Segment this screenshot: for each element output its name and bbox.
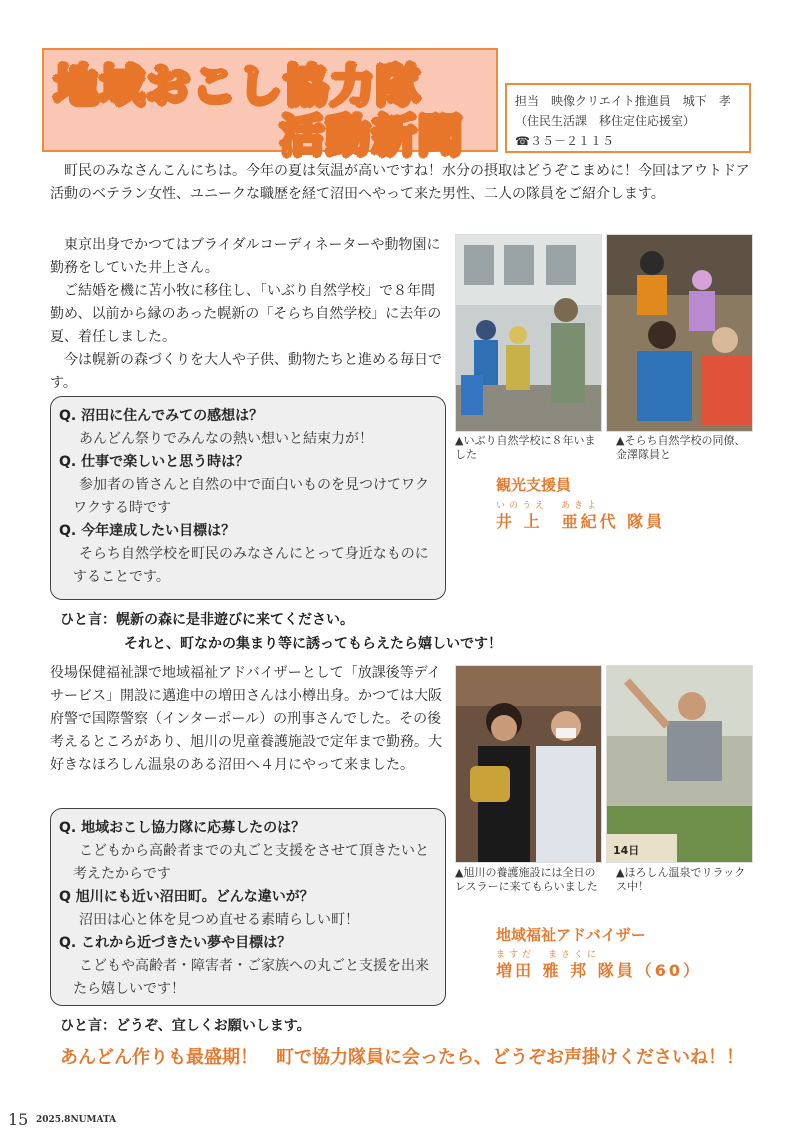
section2-paragraph: 役場保健福祉課で地域福祉アドバイザーとして「放課後等デイサービス」開設に邁進中の増田さんは小樽出身。かつては大阪府警で国際警察（インターポール）の刑事さんでした。その後考えるところがあり、旭川の児童養護施設で定年まで勤務。大好きなほろしん温泉のある沼田へ４月にやって来ました。 bbox=[50, 665, 442, 773]
qa-question: Q. 今年達成したい目標は？ bbox=[59, 523, 236, 539]
photo-wrestler bbox=[455, 665, 602, 863]
section1-body bbox=[50, 234, 448, 395]
qa-question: Q 旭川にも近い沼田町。どんな違いが？ bbox=[59, 889, 314, 905]
section1-paragraph: ご結婚を機に苫小牧に移住し、「いぶり自然学校」で８年間勤め、以前から縁のあった幌新の「そらち自然学校」に去年の夏、着任しました。 bbox=[50, 283, 442, 345]
qa-question: Q. 地域おこし協力隊に応募したのは？ bbox=[59, 820, 306, 836]
photo-iburi-school bbox=[455, 234, 602, 432]
section1-paragraph: 今は幌新の森づくりを大人や子供、動物たちと進める毎日です。 bbox=[50, 352, 442, 391]
qa-answer: こどもから高齢者までの丸ごと支援をさせて頂きたいと考えたからです bbox=[73, 843, 429, 882]
photo-iburi-school-image bbox=[456, 235, 601, 431]
contact-person: 担当 映像クリエイト推進員 城下 孝 bbox=[515, 94, 731, 108]
qa-question: Q. 仕事で楽しいと思う時は？ bbox=[59, 454, 250, 470]
section1-hitokoto-cont: それと、町なかの集まり等に誘ってもらえたら嬉しいです！ bbox=[124, 636, 502, 652]
section1-hitokoto: ひと言：幌新の森に是非遊びに来てください。 bbox=[60, 612, 354, 628]
section1-name-ruby: いのうえ あきよ bbox=[496, 501, 601, 511]
photo-onsen bbox=[606, 665, 753, 863]
section2-body bbox=[50, 662, 448, 777]
section2-role: 地域福祉アドバイザー bbox=[496, 926, 646, 944]
qa-question: Q. 沼田に住んでみての感想は？ bbox=[59, 408, 264, 424]
section2-hitokoto: ひと言：どうぞ、宜しくお願いします。 bbox=[60, 1018, 311, 1034]
section1-qa-box bbox=[50, 396, 446, 600]
qa-question: Q. これから近づきたい夢や目標は？ bbox=[59, 935, 292, 951]
qa-answer: 沼田は心と体を見つめ直せる素晴らしい町！ bbox=[79, 912, 359, 928]
caption-wrestler: ▲旭川の養護施設には全日のレスラーに来てもらいました bbox=[455, 866, 598, 893]
qa-answer: そらち自然学校を町民のみなさんにとって身近なものにすることです。 bbox=[73, 546, 429, 585]
section1-paragraph: 東京出身でかつてはブライダルコーディネーターや動物園に勤務をしていた井上さん。 bbox=[50, 237, 441, 276]
caption-onsen: ▲ほろしん温泉でリラックス中！ bbox=[616, 866, 746, 893]
photo-onsen-image bbox=[607, 666, 752, 862]
qa-answer: こどもや高齢者・障害者・ご家族への丸ごと支援を出来たら嬉しいです！ bbox=[73, 958, 429, 997]
qa-answer: 参加者の皆さんと自然の中で面白いものを見つけてワクワクする時です bbox=[73, 477, 429, 516]
intro-paragraph: 町民のみなさんこんにちは。今年の夏は気温が高いですね！水分の摂取はどうぞこまめに！今回はアウトドア活動のベテラン女性、ユニークな職歴を経て沼田へやって来た男性、二人の隊員をご紹介します。 bbox=[50, 163, 750, 202]
section1-role: 観光支援員 bbox=[496, 476, 572, 494]
section2-qa-box bbox=[50, 808, 446, 1006]
onsen-sign-text: 14日 bbox=[613, 844, 640, 857]
caption-iburi: ▲いぶり自然学校に８年いました bbox=[455, 434, 596, 461]
caption-sorachi: ▲そらち自然学校の同僚、金澤隊員と bbox=[616, 434, 746, 461]
photo-sorachi-school bbox=[606, 234, 753, 432]
contact-box bbox=[505, 83, 751, 153]
contact-phone: ☎３５－２１１５ bbox=[515, 134, 614, 148]
contact-department: （住民生活課 移住定住応援室） bbox=[515, 114, 696, 128]
qa-answer: あんどん祭りでみんなの熱い想いと結束力が！ bbox=[79, 431, 373, 447]
photo-sorachi-school-image bbox=[607, 235, 752, 431]
closing-message: あんどん作りも最盛期！ 町で協力隊員に会ったら、どうぞお声掛けくださいね！！ bbox=[60, 1047, 744, 1068]
page-title: 地域おこし協力隊 bbox=[54, 61, 422, 112]
issue-label: 2025.8NUMATA bbox=[36, 1115, 117, 1125]
page-subtitle: 活動新聞 bbox=[280, 111, 464, 162]
section2-name: 増田 雅 邦 隊員（60） bbox=[496, 961, 702, 980]
photo-wrestler-image bbox=[456, 666, 601, 862]
page-number: 15 bbox=[8, 1110, 29, 1129]
section1-name: 井 上 亜紀代 隊員 bbox=[496, 512, 666, 531]
section2-name-ruby: ますだ まさくに bbox=[496, 950, 601, 960]
